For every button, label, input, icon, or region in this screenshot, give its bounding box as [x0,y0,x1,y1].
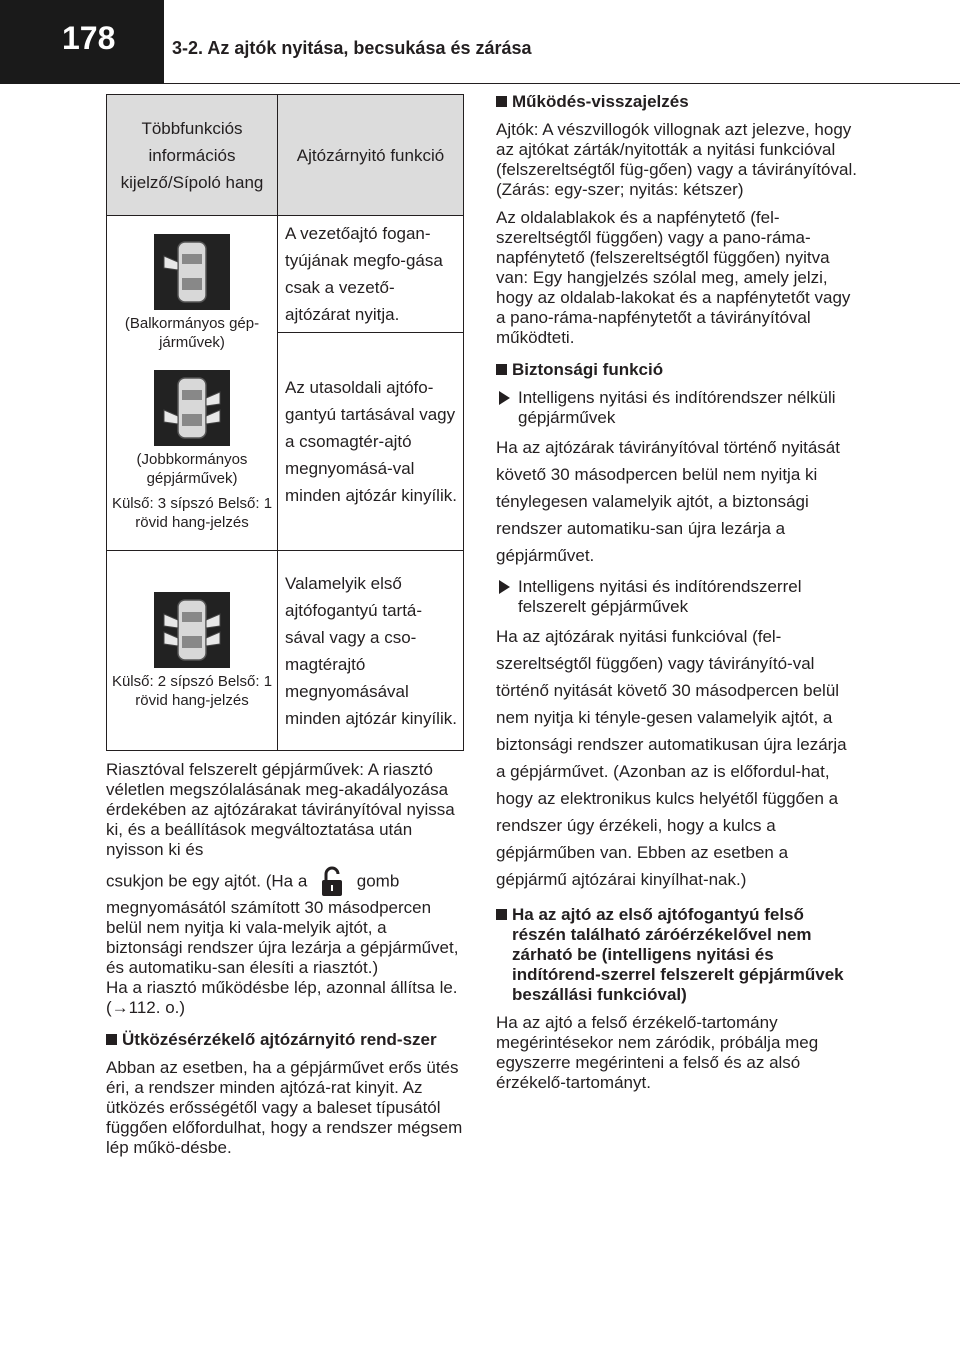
alarm-text-pre: csukjon be egy ajtót. (Ha a [106,871,308,891]
triangle-bullet-icon [499,391,510,405]
unlock-icon [316,866,348,898]
security-paragraph-2: Ha az ajtózárak nyitási funkcióval (fel-szereltségtől függően) vagy távirányító-val történő nyitását követő 30 másodpercen belül nem nyitja ki ténylе-gesen valamelyik ajtót, a biztonsági rendszer automatikusan újra lezárja a gépjárművet. (Azonban az is előfordul-hat, hogy az elektronikus kulcs helyétől függően a rendszer úgy érzékeli, hogy a kulcs a gépjárműben van. Ebben az esetben a gépjármű ajtózárai kinyílhat-nak.) [496,627,847,889]
alarm-paragraph-continued [106,866,464,978]
car-doors-open-left-icon [154,234,230,310]
table-caption: (Balkormányos gép-járművek) [124,315,260,351]
table-cell-function-2: Az utasoldali ajtófo-gantyú tartásával vagy a csomagtér-ajtó megnyomásá-val minden ajtózár kinyílik. [278,333,464,551]
security-paragraph-1: Ha az ajtózárak távirányítóval történő nyitását követő 30 másodpercen belül nem nyitja ki ténylegesen valamelyik ajtót, a biztonsági rendszer automatiku-san újra lezárja a gépjárművet. [496,438,840,565]
bullet-text: Intelligens nyitási és indítórendszer nélküli gépjárművek [518,388,836,427]
section-heading-security [496,360,858,380]
section-heading-text: Működés-visszajelzés [512,92,689,111]
car-all-doors-open-icon [154,592,230,668]
table-caption: Külső: 2 sípszó Belső: 1 rövid hang-jelzés [111,672,273,709]
table-header-function: Ajtózárnyitó funkció [278,95,464,216]
car-doors-open-right-icon [154,370,230,446]
triangle-bullet-icon [499,580,510,594]
lock-sensor-paragraph: Ha az ajtó a felső érzékelő-tartomány megérintésekor nem záródik, próbálja meg egyszerre megérinteni a felső és az alsó érzékelő-tartományt. [496,1013,819,1092]
page-number-box [0,0,164,84]
alarm-text-post: gomb megnyomásától számított 30 másodpercen belül nem nyitja ki vala-melyik ajtót, a biztonsági rendszer újra lezárja a gépjárművet, és automatiku-san élesíti a riasztót.) [106,871,459,977]
bullet-no-smart-entry [496,388,858,428]
table-cell-indicators-1 [107,216,278,551]
square-bullet-icon [496,909,507,920]
operation-paragraph-doors: Ajtók: A vészvillogók villognak azt jelezve, hogy az ajtókat zárták/nyitották a nyitási funkcióval (felszereltségtől füg-gően) vagy a távirányítóval. (Zárás: egy-szer; nyitás: kétszer) [496,120,857,199]
square-bullet-icon [106,1034,117,1045]
section-title: 3-2. Az ajtók nyitása, becsukása és zárása [172,38,532,58]
section-heading-collision [106,1030,464,1050]
section-heading-operation [496,92,858,112]
section-heading-text: Ha az ajtó az első ajtófogantyú felső részén található záróérzékelővel nem zárható be (intelligens nyitási és indítórend-szerrel felszerelt gépjárművek beszállási funkcióval) [512,905,844,1004]
alarm-paragraph: Riasztóval felszerelt gépjárművek: A riasztó véletlen megszólalásának meg-akadályozása érdekében az ajtózárakat távirányítóval nyissa ki, és a beállítások megváltoztatása után nyisson ki és [106,760,455,859]
collision-paragraph: Abban az esetben, ha a gépjárművet erős ütés éri, a rendszer minden ajtózá-rat kinyit. Az ütközés erősségétől vagy a baleset típusától függően előfordulhat, hogy a rendszer mégsem lép műkö-désbe. [106,1058,463,1157]
left-column-text [106,760,464,1158]
table-header-display: Többfunkciós információs kijelző/Sípoló hang [107,95,278,216]
bullet-text: Intelligens nyitási és indítórendszerrel felszerelt gépjárművek [518,577,802,616]
alarm-stop-paragraph: Ha a riasztó működésbe lép, azonnal állítsa le. (→112. o.) [106,978,458,1017]
bullet-smart-entry [496,577,858,617]
header-rule [164,83,960,84]
table-caption: Külső: 3 sípszó Belső: 1 rövid hang-jelzés [111,495,273,531]
section-heading-text: Ütközésérzékelő ajtózárnyitó rend-szer [122,1030,437,1049]
right-column-text [496,92,858,1093]
table-cell-function-1: A vezetőajtó fogan-tyújának megfo-gása csak a vezető-ajtózárat nyitja. [278,216,464,333]
square-bullet-icon [496,364,507,375]
table-cell-function-3: Valamelyik első ajtófogantyú tartá-sával vagy a cso-magtérajtó megnyomásával minden ajtózár kinyílik. [278,551,464,751]
section-heading-text: Biztonsági funkció [512,360,664,379]
square-bullet-icon [496,96,507,107]
function-table [106,94,464,751]
table-caption: (Jobbkormányos gépjárművek) [136,451,248,487]
table-cell-indicators-3 [107,551,278,751]
section-heading-lock-sensor [496,905,858,1005]
page-number: 178 [62,20,116,56]
operation-paragraph-windows: Az oldalablakok és a napfénytető (fel-szereltségtől függően) vagy a pano-ráma-napfénytető (felszereltségtől függően) nyitva van: Egy hangjelzés szólal meg, amely jelzi, hogy az oldalab-lakokat és a napfénytetőt vagy a pano-ráma-napfénytetőt a távirányítóval működteti. [496,208,851,347]
